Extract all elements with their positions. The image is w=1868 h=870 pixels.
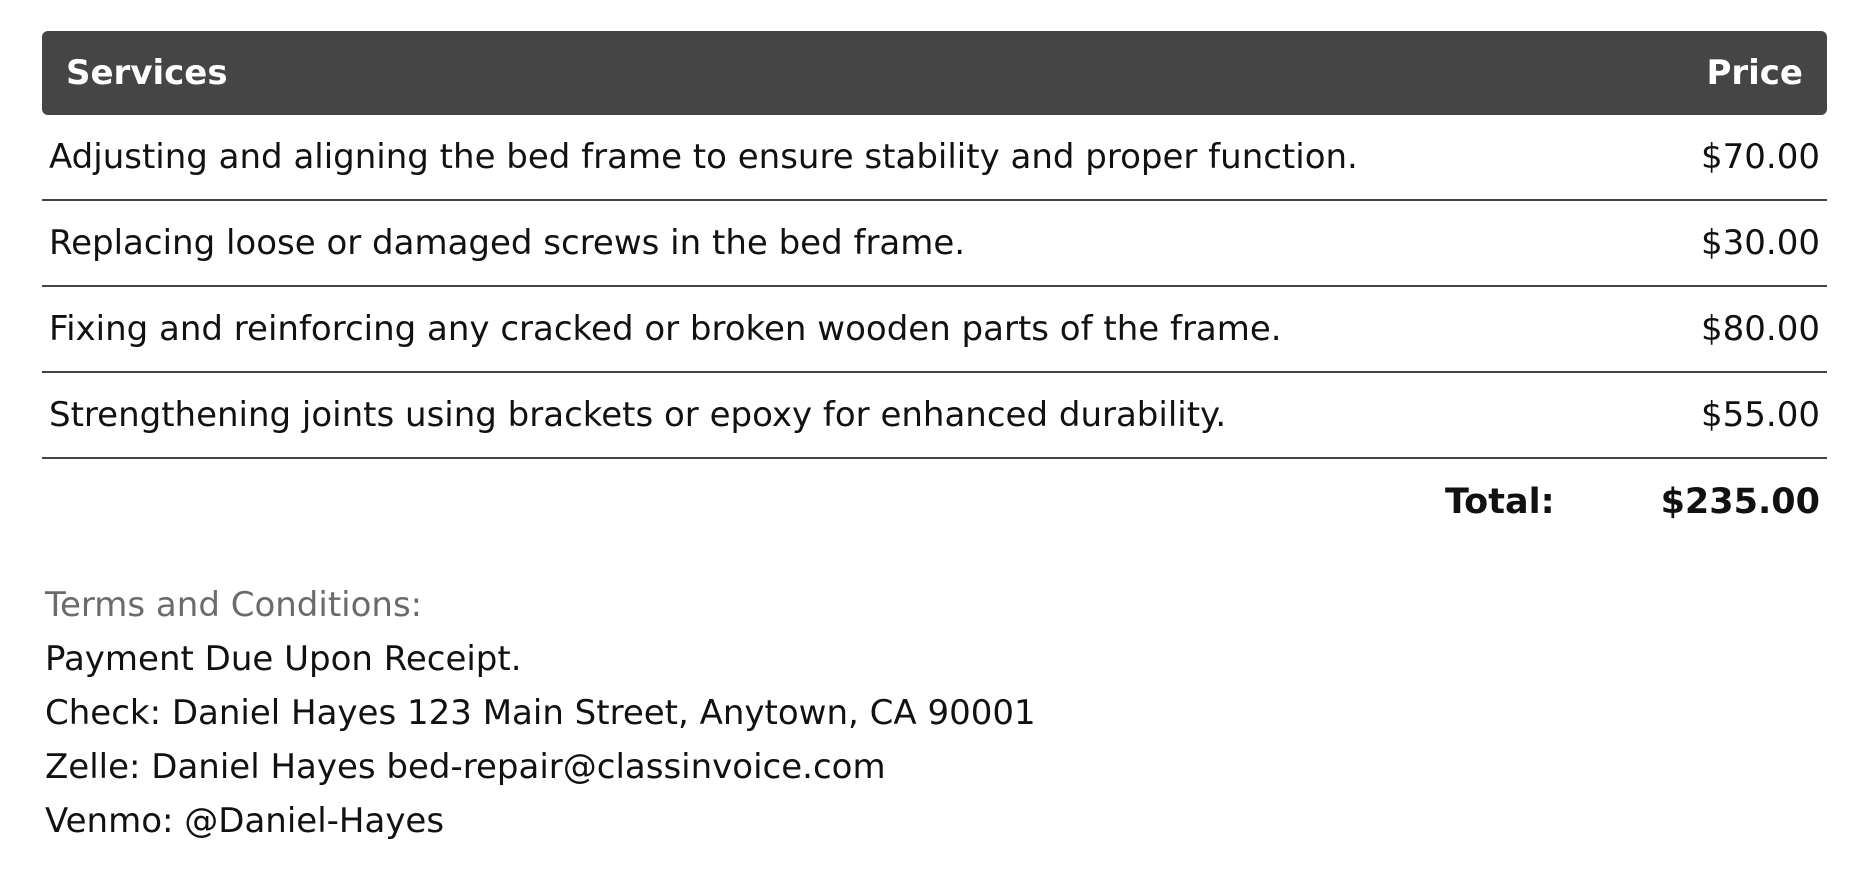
total-label: Total: xyxy=(1444,482,1555,522)
table-row xyxy=(42,201,1827,287)
table-header xyxy=(42,31,1827,115)
service-description: Fixing and reinforcing any cracked or broken wooden parts of the frame. xyxy=(49,309,1282,349)
terms-section xyxy=(45,578,1036,848)
terms-line-payment-due: Payment Due Upon Receipt. xyxy=(45,639,522,679)
terms-title: Terms and Conditions: xyxy=(45,585,423,625)
table-row xyxy=(42,373,1827,459)
terms-line-venmo: Venmo: @Daniel-Hayes xyxy=(45,801,445,841)
service-price: $30.00 xyxy=(1701,223,1820,263)
services-table xyxy=(42,31,1827,545)
terms-line-zelle: Zelle: Daniel Hayes bed-repair@classinvoice.com xyxy=(45,747,886,787)
terms-line-check: Check: Daniel Hayes 123 Main Street, Anytown, CA 90001 xyxy=(45,693,1036,733)
service-price: $70.00 xyxy=(1701,137,1820,177)
total-value: $235.00 xyxy=(1660,482,1820,522)
service-price: $55.00 xyxy=(1701,395,1820,435)
service-description: Strengthening joints using brackets or epoxy for enhanced durability. xyxy=(49,395,1227,435)
price-column-header: Price xyxy=(1706,53,1803,93)
total-row xyxy=(42,459,1827,545)
services-column-header: Services xyxy=(66,53,228,93)
service-description: Replacing loose or damaged screws in the bed frame. xyxy=(49,223,966,263)
table-row xyxy=(42,287,1827,373)
service-price: $80.00 xyxy=(1701,309,1820,349)
service-description: Adjusting and aligning the bed frame to ensure stability and proper function. xyxy=(49,137,1358,177)
table-row xyxy=(42,115,1827,201)
